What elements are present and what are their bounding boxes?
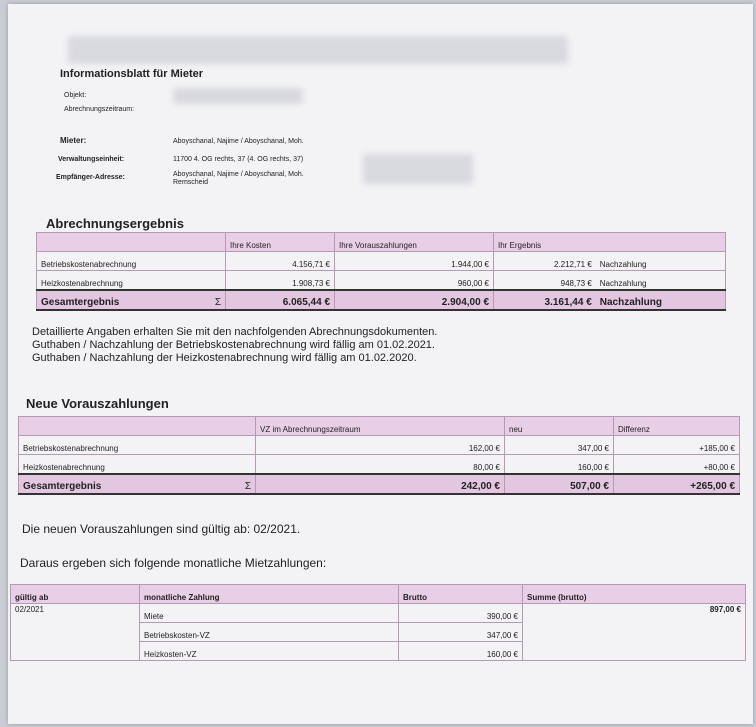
table-row: 02/2021 Miete 390,00 € 897,00 €	[11, 604, 746, 623]
sigma-icon: Σ	[244, 481, 251, 492]
voraus-title: Neue Vorauszahlungen	[26, 396, 169, 411]
valid-note: Die neuen Vorauszahlungen sind gültig ab: 02/2021.	[22, 522, 301, 536]
table-row: Heizkostenabrechnung 1.908,73 € 960,00 € 948,73 € Nachzahlung	[37, 271, 726, 291]
info-line-1: Detaillierte Angaben erhalten Sie mit den nachfolgenden Abrechnungsdokumenten.	[32, 326, 438, 338]
header-summe: Summe (brutto)	[523, 585, 746, 604]
header-vz: VZ im Abrechnungszeitraum	[256, 417, 505, 436]
header-differenz: Differenz	[614, 417, 740, 436]
document-page	[8, 4, 753, 724]
abrechnung-table	[36, 232, 726, 311]
info-line-3: Guthaben / Nachzahlung der Heizkostenabrechnung wird fällig am 01.02.2020.	[32, 352, 417, 364]
summe-value: 897,00 €	[523, 604, 746, 661]
objekt-label: Objekt:	[64, 92, 87, 99]
info-line-2: Guthaben / Nachzahlung der Betriebskostenabrechnung wird fällig am 01.02.2021.	[32, 339, 435, 351]
redacted-header	[68, 36, 568, 64]
empfaenger-value-2: Remscheid	[173, 179, 209, 186]
table-row: Betriebskostenabrechnung 162,00 € 347,00 € +185,00 €	[19, 436, 740, 455]
total-row: Gesamtergebnis Σ 242,00 € 507,00 € +265,00 €	[19, 474, 740, 494]
redacted-address	[363, 154, 473, 184]
sigma-icon: Σ	[214, 297, 221, 308]
redacted-objekt	[173, 88, 303, 104]
header-zahlung: monatliche Zahlung	[140, 585, 399, 604]
verwaltung-label: Verwaltungseinheit:	[58, 156, 125, 163]
zeitraum-label: Abrechnungszeitraum:	[64, 106, 135, 113]
page-title: Informationsblatt für Mieter	[60, 68, 204, 80]
empfaenger-value-1: Aboyschanal, Najime / Aboyschanal, Moh.	[173, 171, 304, 178]
table-row: Heizkosten-VZ 160,00 €	[11, 642, 746, 661]
header-neu: neu	[505, 417, 614, 436]
abrechnung-title: Abrechnungsergebnis	[46, 216, 184, 231]
monthly-note: Daraus ergeben sich folgende monatliche Mietzahlungen:	[20, 556, 327, 570]
table-row: Betriebskostenabrechnung 4.156,71 € 1.944,00 € 2.212,71 € Nachzahlung	[37, 252, 726, 271]
header-kosten: Ihre Kosten	[226, 233, 335, 252]
header-voraus: Ihre Vorauszahlungen	[335, 233, 494, 252]
table-row: Heizkostenabrechnung 80,00 € 160,00 € +80,00 €	[19, 455, 740, 475]
total-row: Gesamtergebnis Σ 6.065,44 € 2.904,00 € 3.161,44 € Nachzahlung	[37, 290, 726, 310]
mieter-value: Aboyschanal, Najime / Aboyschanal, Moh.	[173, 138, 304, 145]
voraus-table	[18, 416, 740, 495]
miete-table	[10, 584, 746, 661]
table-row: Betriebskosten-VZ 347,00 €	[11, 623, 746, 642]
gueltig-value: 02/2021	[11, 604, 140, 661]
empfaenger-label: Empfänger-Adresse:	[56, 174, 125, 181]
verwaltung-value: 11700 4. OG rechts, 37 (4. OG rechts, 37)	[173, 156, 304, 163]
header-gueltig: gültig ab	[11, 585, 140, 604]
header-brutto: Brutto	[399, 585, 523, 604]
mieter-label: Mieter:	[60, 136, 87, 145]
header-ergebnis: Ihr Ergebnis	[494, 233, 726, 252]
